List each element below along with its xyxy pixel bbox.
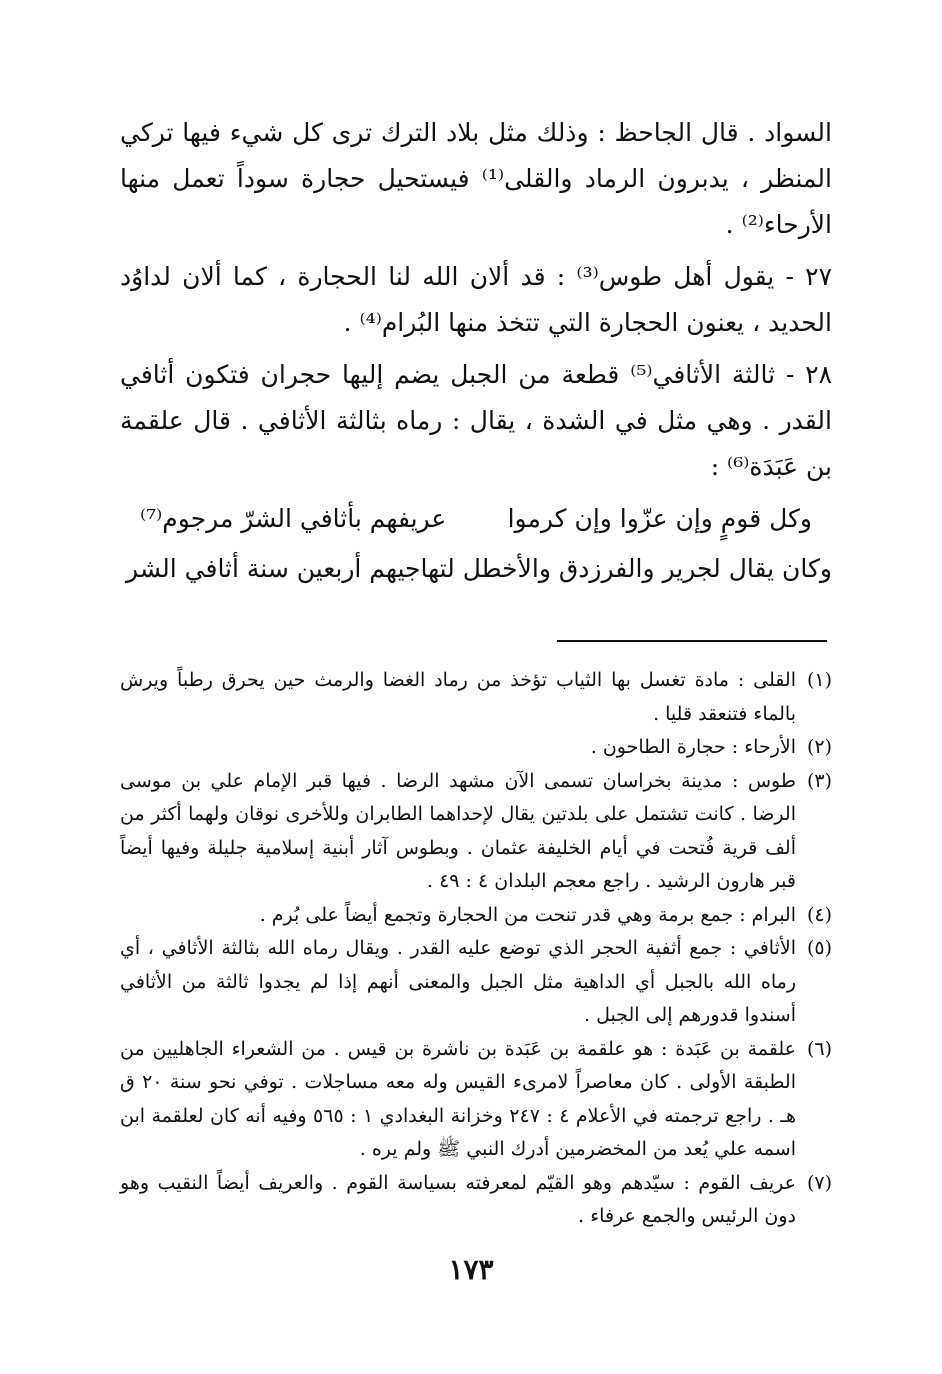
footnote-text: طوس : مدينة بخراسان تسمى الآن مشهد الرضا . فيها قبر الإمام علي بن موسى الرضا . كانت تشتمل على بلدتين يقال لإحداهما الطابران وللأخرى نوقان ولهما أكثر من ألف قرية فُتحت في أيام الخليفة عثمان . وبطوس آثار أبنية إسلامية جليلة وفيها أيضاً قبر هارون الرشيد . راجع معجم البلدان ٤ : ٤٩ . (120, 769, 796, 892)
footnote-6 (120, 1033, 832, 1167)
footnote-number: (٧) (806, 1171, 832, 1194)
footnote-number: (٤) (806, 903, 832, 926)
footnote-number: (٣) (806, 769, 832, 792)
footnote-5 (120, 932, 832, 1033)
footnote-divider (557, 640, 827, 642)
footnote-3 (120, 765, 832, 899)
footnote-text: القلى : مادة تغسل بها الثياب تؤخذ من رماد الغضا والرمث حين يحرق رطباً ويرش بالماء فتنعقد قليا . (120, 669, 796, 725)
footnote-2 (120, 731, 832, 765)
paragraph-27: ٢٧ - يقول أهل طوس⁽³⁾ : قد ألان الله لنا الحجارة ، كما ألان لداوُد الحديد ، يعنون الحجارة التي تتخذ منها البُرام⁽⁴⁾ . (120, 262, 833, 337)
footnote-4 (120, 899, 832, 933)
footnote-number: (٦) (806, 1037, 832, 1060)
footnote-number: (١) (806, 669, 832, 691)
verse-second-hemistich: عريفهم بأثافي الشرّ مرجوم⁽⁷⁾ (140, 504, 447, 533)
footnote-text: البرام : جمع برمة وهي قدر تنحت من الحجارة وتجمع أيضاً على بُرم . (259, 903, 796, 926)
footnote-1 (120, 664, 832, 731)
page-number: ١٧٣ (448, 1253, 494, 1286)
paragraph-28: ٢٨ - ثالثة الأثافي⁽⁵⁾ قطعة من الجبل يضم إليها حجران فتكون أثافي القدر . وهي مثل في الشدة ، يقال : رماه بثالثة الأثافي . قال علقمة بن عَبَدَة⁽⁶⁾ : (120, 360, 832, 481)
verse-first-hemistich: وكل قومٍ وإن عزّوا وإن كرموا (507, 504, 812, 533)
poem-verse (120, 496, 832, 542)
footnotes (120, 664, 832, 1234)
footnote-number: (٢) (806, 736, 832, 758)
footnote-text: علقمة بن عَبَدة : هو علقمة بن عَبَدة بن ناشرة بن قيس . من الشعراء الجاهليين من الطبقة الأولى . كان معاصراً لامرىء القيس وله معه مساجلات . توفي نحو سنة ٢٠ ق هـ . راجع ترجمته في الأعلام ٤ : ٢٤٧ وخزانة البغدادي ١ : ٥٦٥ وفيه أنه كان لعلقمة ابن اسمه علي يُعد من المخضرمين أدرك النبي ﷺ ولم يره . (120, 1037, 796, 1160)
main-text (120, 110, 832, 598)
footnote-number: (٥) (806, 937, 832, 959)
closing-line: وكان يقال لجرير والفرزدق والأخطل لتهاجيهم أربعين سنة أثافي الشر (126, 554, 832, 583)
footnote-text: الأرحاء : حجارة الطاحون . (590, 736, 796, 758)
paragraph-intro: السواد . قال الجاحظ : وذلك مثل بلاد الترك ترى كل شيء فيها تركي المنظر ، يدبرون الرماد والقلى⁽¹⁾ فيستحيل حجارة سوداً تعمل منها الأرحاء⁽²⁾ . (120, 118, 832, 239)
footnote-text: عريف القوم : سيّدهم وهو القيّم لمعرفته بسياسة القوم . والعريف أيضاً النقيب وهو دون الرئيس والجمع عرفاء . (120, 1171, 796, 1227)
footnote-text: الأثافي : جمع أثفية الحجر الذي توضع عليه القدر . ويقال رماه الله بثالثة الأثافي ، أي رماه الله بالجبل أي الداهية مثل الجبل والمعنى أنهم إذا لم يجدوا ثالثة من الأثافي أسندوا قدورهم إلى الجبل . (120, 937, 796, 1026)
footnote-7 (120, 1167, 832, 1234)
